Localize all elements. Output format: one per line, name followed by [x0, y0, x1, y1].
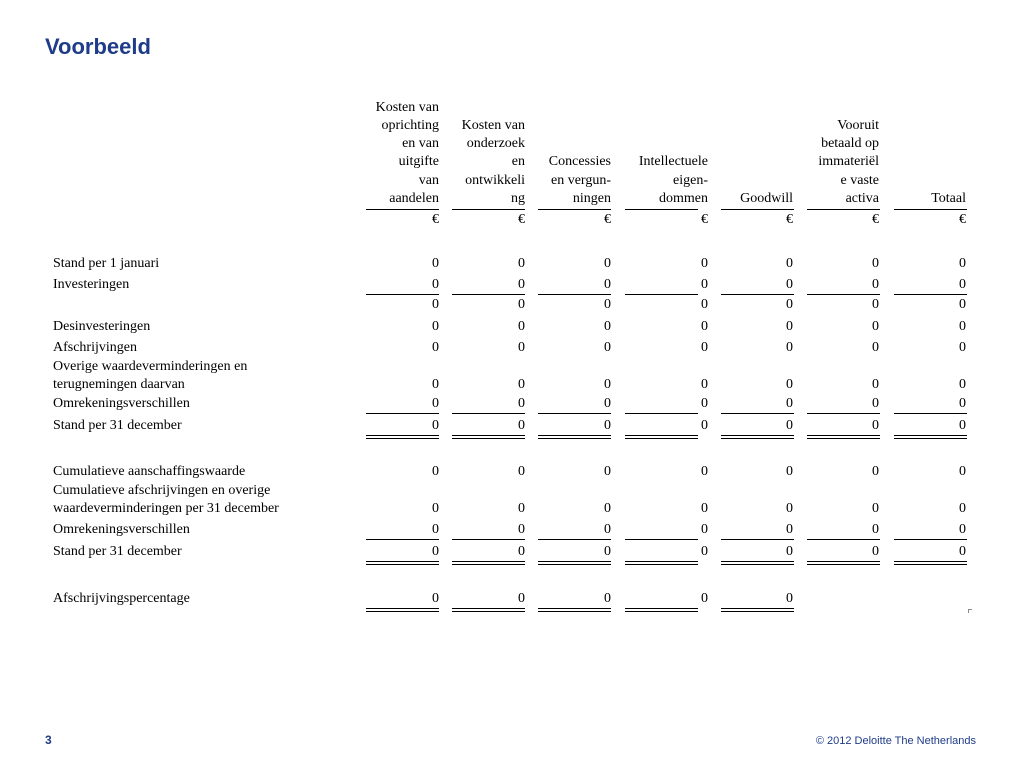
column-header-line: eigen- [673, 172, 708, 188]
column-header-line: Concessies [548, 154, 611, 170]
row-desinvesteringen-value: 0 [959, 319, 966, 334]
row-desinvesteringen-value: 0 [432, 319, 439, 334]
row-stand-1-januari-value: 0 [604, 256, 611, 271]
row-afschrijvingspercentage-value: 0 [786, 591, 793, 606]
row-omrekeningsverschillen-2-value: 0 [604, 522, 611, 537]
subtotal-rule [452, 539, 525, 540]
row-cumulatieve-afschrijvingen-label: Cumulatieve afschrijvingen en overige [53, 483, 271, 498]
column-header-line: Vooruit [837, 117, 879, 133]
row-stand-31-december-2-value: 0 [432, 544, 439, 559]
subtotal-rule [625, 413, 698, 414]
total-double-rule [721, 435, 794, 439]
column-header-line: Kosten van [461, 117, 525, 133]
row-omrekeningsverschillen-value: 0 [959, 396, 966, 411]
row-cumulatieve-afschrijvingen-value: 0 [604, 501, 611, 516]
total-double-rule [452, 561, 525, 565]
row-investeringen-value: 0 [872, 277, 879, 292]
total-double-rule [625, 608, 698, 612]
slide-title: Voorbeeld [45, 34, 151, 59]
row-afschrijvingen-value: 0 [786, 340, 793, 355]
subtotal-rule [366, 539, 439, 540]
subtotal-rule [894, 294, 967, 295]
column-header-line: Totaal [931, 190, 966, 206]
row-subtotaal-value: 0 [432, 297, 439, 312]
total-double-rule [452, 435, 525, 439]
row-afschrijvingspercentage-value: 0 [432, 591, 439, 606]
currency-label: € [872, 212, 879, 227]
column-header-line: aandelen [389, 190, 439, 206]
row-omrekeningsverschillen-value: 0 [786, 396, 793, 411]
column-header-line: Kosten van [375, 99, 439, 115]
row-cumulatieve-afschrijvingen-label: waardeverminderingen per 31 december [53, 501, 279, 516]
row-cumulatieve-aanschaffingswaarde-value: 0 [701, 464, 708, 479]
column-header-line: onderzoek [466, 136, 525, 152]
column-header-line: en vergun- [551, 172, 611, 188]
subtotal-rule [625, 294, 698, 295]
row-omrekeningsverschillen-2-value: 0 [872, 522, 879, 537]
row-cumulatieve-aanschaffingswaarde-value: 0 [872, 464, 879, 479]
currency-label: € [604, 212, 611, 227]
subtotal-rule [721, 413, 794, 414]
row-overige-waardeverminderingen-value: 0 [701, 377, 708, 392]
row-omrekeningsverschillen-2-value: 0 [701, 522, 708, 537]
row-stand-1-januari-value: 0 [518, 256, 525, 271]
total-double-rule [538, 561, 611, 565]
subtotal-rule [894, 413, 967, 414]
column-header [876, 100, 966, 208]
subtotal-rule [721, 294, 794, 295]
row-afschrijvingen-value: 0 [872, 340, 879, 355]
row-stand-1-januari-value: 0 [701, 256, 708, 271]
total-double-rule [721, 608, 794, 612]
row-stand-31-december-value: 0 [872, 418, 879, 433]
column-header [521, 100, 611, 208]
row-subtotaal-value: 0 [701, 297, 708, 312]
row-stand-1-januari-label: Stand per 1 januari [53, 256, 160, 271]
column-header-line: Intellectuele [638, 154, 708, 170]
total-double-rule [807, 435, 880, 439]
row-afschrijvingen-value: 0 [959, 340, 966, 355]
row-cumulatieve-afschrijvingen-value: 0 [701, 501, 708, 516]
column-header-line: ng [511, 190, 525, 206]
row-afschrijvingen-value: 0 [701, 340, 708, 355]
header-rule [366, 209, 439, 210]
row-omrekeningsverschillen-2-label: Omrekeningsverschillen [53, 522, 190, 537]
subtotal-rule [807, 539, 880, 540]
column-header-line: ontwikkeli [465, 172, 525, 188]
row-afschrijvingspercentage-value: 0 [701, 591, 708, 606]
currency-label: € [786, 212, 793, 227]
column-header-line: e vaste [840, 172, 879, 188]
column-header-line: immateriël [818, 154, 879, 170]
column-header [349, 100, 439, 208]
row-afschrijvingen-value: 0 [604, 340, 611, 355]
total-double-rule [894, 435, 967, 439]
total-double-rule [894, 561, 967, 565]
row-desinvesteringen-value: 0 [604, 319, 611, 334]
copyright-notice: © 2012 Deloitte The Netherlands [815, 735, 976, 747]
row-overige-waardeverminderingen-value: 0 [959, 377, 966, 392]
column-header [789, 100, 879, 208]
row-stand-31-december-2-value: 0 [701, 544, 708, 559]
row-stand-31-december-2-value: 0 [872, 544, 879, 559]
row-overige-waardeverminderingen-value: 0 [786, 377, 793, 392]
row-overige-waardeverminderingen-label: Overige waardeverminderingen en [53, 359, 248, 374]
row-stand-31-december-value: 0 [786, 418, 793, 433]
row-subtotaal-value: 0 [518, 297, 525, 312]
row-investeringen-label: Investeringen [53, 277, 130, 292]
column-header [618, 100, 708, 208]
row-subtotaal-value: 0 [786, 297, 793, 312]
header-rule [807, 209, 880, 210]
row-cumulatieve-aanschaffingswaarde-value: 0 [959, 464, 966, 479]
row-omrekeningsverschillen-value: 0 [432, 396, 439, 411]
row-cumulatieve-afschrijvingen-value: 0 [786, 501, 793, 516]
row-cumulatieve-afschrijvingen-value: 0 [959, 501, 966, 516]
row-subtotaal-value: 0 [872, 297, 879, 312]
row-cumulatieve-aanschaffingswaarde-value: 0 [432, 464, 439, 479]
row-overige-waardeverminderingen-value: 0 [872, 377, 879, 392]
header-rule [452, 209, 525, 210]
row-overige-waardeverminderingen-value: 0 [432, 377, 439, 392]
subtotal-rule [366, 294, 439, 295]
total-double-rule [807, 561, 880, 565]
row-overige-waardeverminderingen-label: terugnemingen daarvan [53, 377, 185, 392]
total-double-rule [366, 608, 439, 612]
row-stand-31-december-2-value: 0 [518, 544, 525, 559]
row-cumulatieve-aanschaffingswaarde-value: 0 [786, 464, 793, 479]
header-rule [625, 209, 698, 210]
column-header-line: ningen [572, 190, 611, 206]
row-desinvesteringen-label: Desinvesteringen [53, 319, 151, 334]
currency-label: € [959, 212, 966, 227]
row-stand-31-december-value: 0 [518, 418, 525, 433]
row-omrekeningsverschillen-value: 0 [872, 396, 879, 411]
column-header [435, 100, 525, 208]
row-stand-31-december-value: 0 [959, 418, 966, 433]
total-double-rule [721, 561, 794, 565]
total-double-rule [625, 435, 698, 439]
row-afschrijvingen-label: Afschrijvingen [53, 340, 137, 355]
subtotal-rule [452, 294, 525, 295]
row-stand-31-december-value: 0 [432, 418, 439, 433]
total-double-rule [625, 561, 698, 565]
row-investeringen-value: 0 [701, 277, 708, 292]
column-header-line: Goodwill [740, 190, 793, 206]
subtotal-rule [538, 539, 611, 540]
total-double-rule [366, 561, 439, 565]
row-cumulatieve-afschrijvingen-value: 0 [432, 501, 439, 516]
row-stand-31-december-2-value: 0 [959, 544, 966, 559]
column-header-line: activa [845, 190, 879, 206]
column-header-line: oprichting [381, 117, 439, 133]
header-rule [538, 209, 611, 210]
row-desinvesteringen-value: 0 [872, 319, 879, 334]
row-stand-31-december-2-value: 0 [786, 544, 793, 559]
column-header-line: van [418, 172, 439, 188]
subtotal-rule [721, 539, 794, 540]
row-omrekeningsverschillen-2-value: 0 [786, 522, 793, 537]
subtotal-rule [538, 413, 611, 414]
row-omrekeningsverschillen-2-value: 0 [432, 522, 439, 537]
row-omrekeningsverschillen-value: 0 [701, 396, 708, 411]
row-investeringen-value: 0 [959, 277, 966, 292]
row-overige-waardeverminderingen-value: 0 [518, 377, 525, 392]
currency-label: € [518, 212, 525, 227]
header-rule [894, 209, 967, 210]
subtotal-rule [452, 413, 525, 414]
row-overige-waardeverminderingen-value: 0 [604, 377, 611, 392]
row-stand-31-december-label: Stand per 31 december [53, 418, 182, 433]
row-cumulatieve-aanschaffingswaarde-value: 0 [604, 464, 611, 479]
column-header-line: en [511, 154, 525, 170]
column-header-line: en van [402, 136, 439, 152]
column-header-line: uitgifte [398, 154, 439, 170]
column-header [703, 100, 793, 208]
subtotal-rule [807, 294, 880, 295]
column-header-line: betaald op [821, 136, 879, 152]
row-omrekeningsverschillen-value: 0 [518, 396, 525, 411]
subtotal-rule [366, 413, 439, 414]
subtotal-rule [538, 294, 611, 295]
row-stand-1-januari-value: 0 [959, 256, 966, 271]
row-investeringen-value: 0 [432, 277, 439, 292]
row-stand-1-januari-value: 0 [432, 256, 439, 271]
row-cumulatieve-aanschaffingswaarde-value: 0 [518, 464, 525, 479]
total-double-rule [538, 608, 611, 612]
row-stand-31-december-2-value: 0 [604, 544, 611, 559]
row-desinvesteringen-value: 0 [701, 319, 708, 334]
currency-label: € [701, 212, 708, 227]
row-afschrijvingspercentage-label: Afschrijvingspercentage [53, 591, 190, 606]
row-investeringen-value: 0 [786, 277, 793, 292]
row-investeringen-value: 0 [604, 277, 611, 292]
row-desinvesteringen-value: 0 [518, 319, 525, 334]
row-afschrijvingen-value: 0 [432, 340, 439, 355]
row-omrekeningsverschillen-label: Omrekeningsverschillen [53, 396, 190, 411]
row-investeringen-value: 0 [518, 277, 525, 292]
subtotal-rule [625, 539, 698, 540]
corner-mark [968, 609, 972, 613]
subtotal-rule [807, 413, 880, 414]
total-double-rule [366, 435, 439, 439]
row-afschrijvingen-value: 0 [518, 340, 525, 355]
row-cumulatieve-aanschaffingswaarde-label: Cumulatieve aanschaffingswaarde [53, 464, 246, 479]
row-stand-31-december-2-label: Stand per 31 december [53, 544, 182, 559]
page-number: 3 [45, 733, 52, 747]
row-afschrijvingspercentage-value: 0 [518, 591, 525, 606]
column-header-line: dommen [659, 190, 708, 206]
row-desinvesteringen-value: 0 [786, 319, 793, 334]
subtotal-rule [894, 539, 967, 540]
row-omrekeningsverschillen-2-value: 0 [959, 522, 966, 537]
row-cumulatieve-afschrijvingen-value: 0 [518, 501, 525, 516]
row-afschrijvingspercentage-value: 0 [604, 591, 611, 606]
row-stand-1-januari-value: 0 [786, 256, 793, 271]
row-subtotaal-value: 0 [604, 297, 611, 312]
row-stand-31-december-value: 0 [604, 418, 611, 433]
total-double-rule [452, 608, 525, 612]
row-cumulatieve-afschrijvingen-value: 0 [872, 501, 879, 516]
total-double-rule [538, 435, 611, 439]
currency-label: € [432, 212, 439, 227]
row-omrekeningsverschillen-2-value: 0 [518, 522, 525, 537]
row-stand-1-januari-value: 0 [872, 256, 879, 271]
row-stand-31-december-value: 0 [701, 418, 708, 433]
row-omrekeningsverschillen-value: 0 [604, 396, 611, 411]
header-rule [721, 209, 794, 210]
row-subtotaal-value: 0 [959, 297, 966, 312]
